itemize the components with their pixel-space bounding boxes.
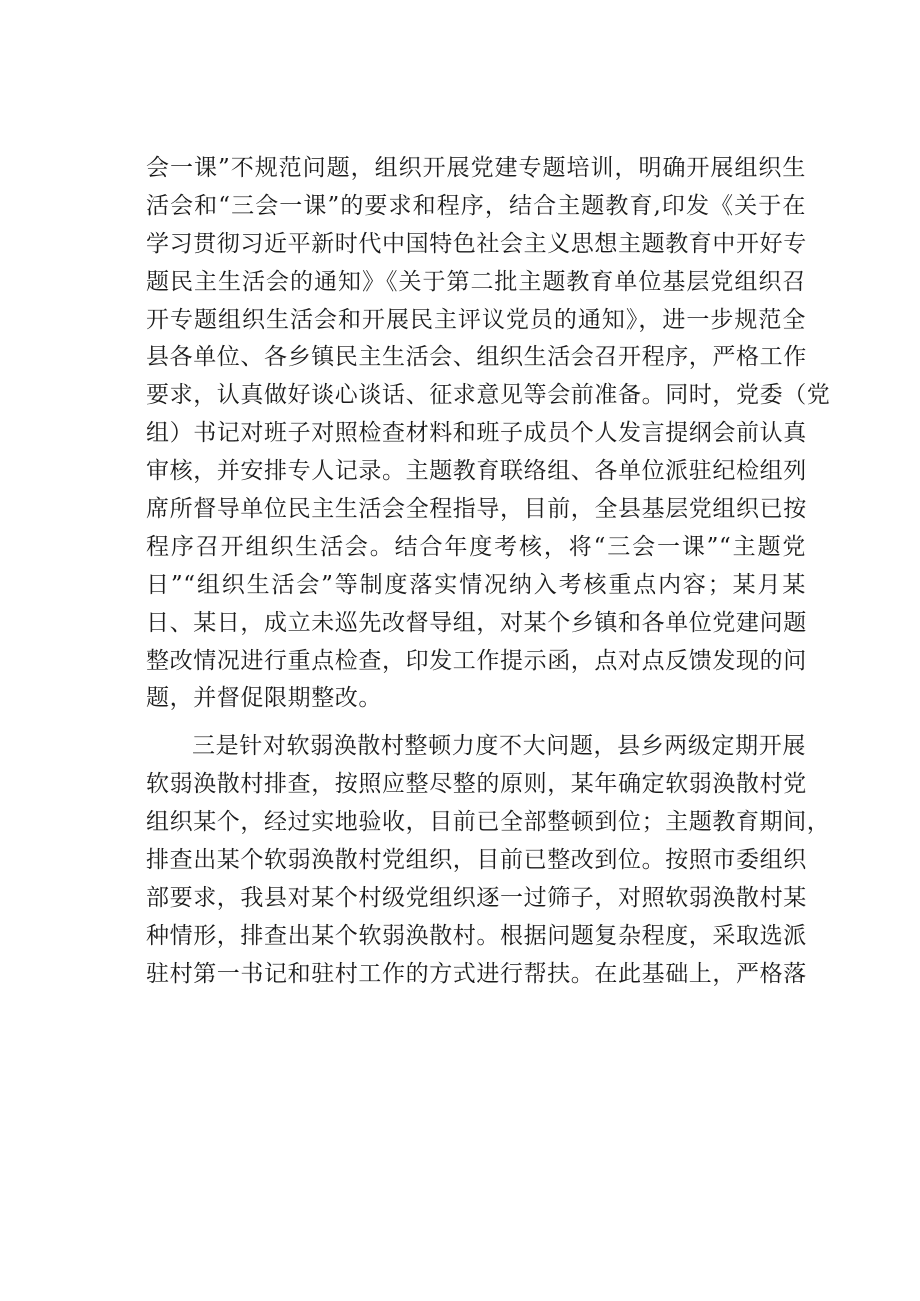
text-line: 部要求，我县对某个村级党组织逐一过筛子，对照软弱涣散村某	[146, 884, 807, 911]
text-line: 组）书记对班子对照检查材料和班子成员个人发言提纲会前认真	[146, 420, 807, 447]
text-line: 会一课”不规范问题，组织开展党建专题培训，明确开展组织生	[146, 155, 806, 181]
paragraph-gap	[146, 718, 806, 728]
text-line: 开专题组织生活会和开展民主评议党员的通知》，进一步规范全	[146, 306, 806, 333]
text-line: 题，并督促限期整改。	[146, 685, 382, 712]
text-line: 程序召开组织生活会。结合年度考核，将“三会一课”“主题党	[146, 533, 806, 560]
text-line: 日”“组织生活会”等制度落实情况纳入考核重点内容；某月某	[146, 571, 806, 598]
text-line: 组织某个，经过实地验收，目前已全部整顿到位；主题教育期间，	[146, 809, 831, 836]
paragraph-1	[146, 150, 831, 718]
text-line: 县各单位、各乡镇民主生活会、组织生活会召开程序，严格工作	[146, 344, 807, 371]
text-line: 种情形，排查出某个软弱涣散村。根据问题复杂程度，采取选派	[146, 922, 807, 949]
text-line: 活会和“三会一课”的要求和程序，结合主题教育,印发《关于在	[146, 192, 806, 219]
body-text	[146, 150, 831, 994]
paragraph-2	[146, 728, 831, 993]
text-line: 审核，并安排专人记录。主题教育联络组、各单位派驻纪检组列	[146, 458, 807, 485]
text-line: 日、某日，成立未巡先改督导组，对某个乡镇和各单位党建问题	[146, 609, 807, 636]
text-line: 软弱涣散村排查，按照应整尽整的原则，某年确定软弱涣散村党	[146, 771, 807, 798]
text-line: 题民主生活会的通知》《关于第二批主题教育单位基层党组织召	[146, 268, 806, 295]
text-line: 排查出某个软弱涣散村党组织，目前已整改到位。按照市委组织	[146, 847, 807, 874]
text-line: 三是针对软弱涣散村整顿力度不大问题，县乡两级定期开展	[192, 733, 806, 760]
text-line: 学习贯彻习近平新时代中国特色社会主义思想主题教育中开好专	[146, 230, 807, 257]
text-line: 要求，认真做好谈心谈话、征求意见等会前准备。同时，党委（党	[146, 382, 831, 409]
text-line: 整改情况进行重点检查，印发工作提示函，点对点反馈发现的问	[146, 647, 807, 674]
text-line: 席所督导单位民主生活会全程指导，目前，全县基层党组织已按	[146, 496, 807, 523]
text-line: 驻村第一书记和驻村工作的方式进行帮扶。在此基础上，严格落	[146, 960, 807, 987]
